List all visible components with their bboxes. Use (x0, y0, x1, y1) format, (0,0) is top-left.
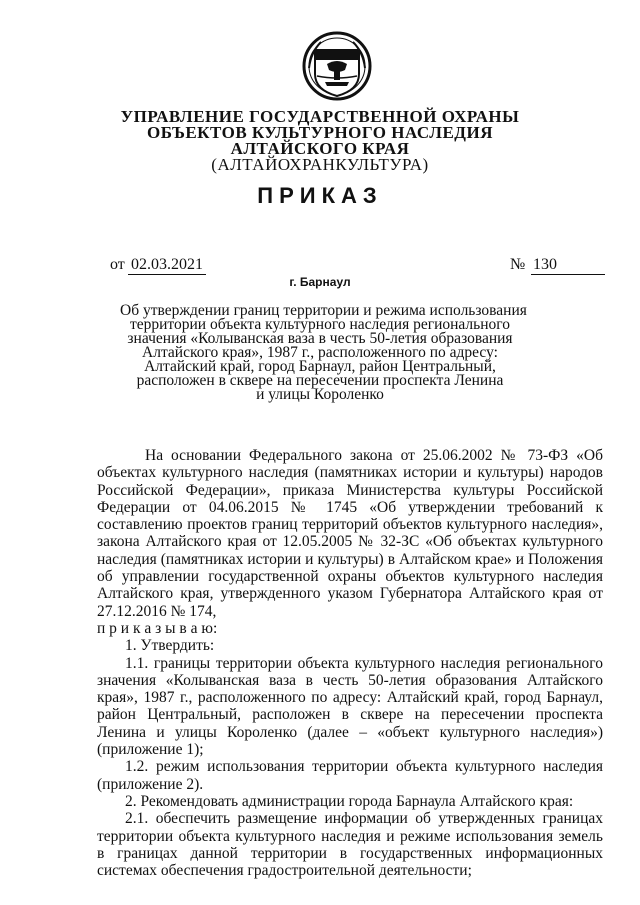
subject-line: и улицы Короленко (256, 386, 384, 403)
order-number: 130 (531, 256, 605, 275)
org-name-line2: ОБЪЕКТОВ КУЛЬТУРНОГО НАСЛЕДИЯ (147, 123, 493, 142)
order-date: 02.03.2021 (128, 256, 206, 275)
coat-of-arms-emblem (301, 30, 373, 102)
org-name-line3: АЛТАЙСКОГО КРАЯ (230, 139, 410, 158)
number-prefix: № (510, 256, 526, 273)
item-2: 2. Рекомендовать администрации города Барнаула Алтайского края: (125, 792, 574, 810)
item-1: 1. Утвердить: (125, 637, 215, 655)
item-1-2: 1.2. режим использования территории объекта культурного наследия (приложение 2). (97, 758, 603, 793)
item-2-1: 2.1. обеспечить размещение информации об утвержденных границах территории объекта культурного наследия и режиме использования земель в границах данной территории в государственных информационных системах обеспечения градостроительной деятельности; (97, 810, 603, 880)
subject-line: Алтайский край, город Барнаул, район Центральный, (144, 358, 496, 375)
city-name: г. Барнаул (289, 275, 351, 289)
subject-line: Алтайского края», 1987 г., расположенного по адресу: (142, 344, 498, 361)
document-type-title: ПРИКАЗ (257, 183, 383, 208)
order-directive: п р и к а з ы в а ю: (97, 619, 218, 637)
date-prefix: от (110, 256, 125, 273)
subject-line: территории объекта культурного наследия регионального (129, 316, 511, 333)
subject-line: расположен в сквере на пересечении проспекта Ленина (136, 372, 504, 389)
org-short-name: (АЛТАЙОХРАНКУЛЬТУРА) (211, 155, 429, 174)
subject-line: значения «Колыванская ваза в честь 50-летия образования (127, 330, 513, 347)
order-body (97, 447, 603, 879)
preamble-paragraph: На основании Федерального закона от 25.06.2002 № 73-ФЗ «Об объектах культурного наследия (памятниках истории и культуры) народов Российской Федерации», приказа Министерства культуры Российской Федерации от 04.06.2015 № 1745 «Об утверждении требований к составлению проектов границ территорий объектов культурного наследия», закона Алтайского края от 12.05.2005 № 32-ЗС «Об объектах культурного наследия (памятниках истории и культуры) в Алтайском крае» и Положения об управлении государственной охраны объектов культурного наследия Алтайского края, утвержденного указом Губернатора Алтайского края от 27.12.2016 № 174, (97, 447, 603, 620)
org-name-line1: УПРАВЛЕНИЕ ГОСУДАРСТВЕННОЙ ОХРАНЫ (120, 107, 520, 126)
item-1-1: 1.1. границы территории объекта культурного наследия регионального значения «Колыванская ваза в честь 50-летия образования Алтайского края», 1987 г., расположенного по адресу: Алтайский край, город Барнаул, район Центральный, расположен в сквере на пересечении проспекта Ленина и улицы Короленко (далее – «объект культурного наследия») (приложение 1); (97, 654, 603, 759)
subject-line: Об утверждении границ территории и режима использования (120, 302, 527, 319)
order-subject (120, 302, 527, 403)
